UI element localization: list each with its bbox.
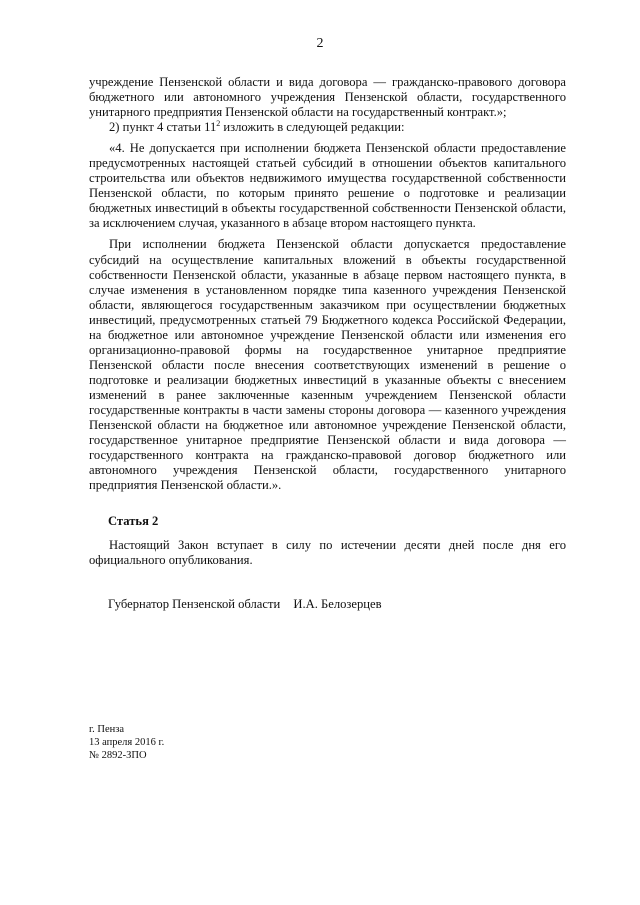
footer-number: № 2892-ЗПО (89, 750, 147, 761)
point-4-paragraph: «4. Не допускается при исполнении бюджета Пензенской области предоставление предусмотренных настоящей статьей субсидий в отношении объектов капитального строительства или объектов недвижимого имущества государственной собственности Пензенской области, по которым принято решение о подготовке и реализации бюджетных инвестиций в объекты государственной собственности Пензенской области, за исключением случая, указанного в абзаце втором настоящего пункта. (89, 141, 566, 231)
point-4-second-paragraph: При исполнении бюджета Пензенской области допускается предоставление субсидий на осуществление капитальных вложений в объекты государственной собственности Пензенской области, указанные в абзаце первом настоящего пункта, в случае изменения в установленном порядке типа казенного учреждения Пензенской области, являющегося государственным заказчиком при осуществлении бюджетных инвестиций, предусмотренных статьей 79 Бюджетного кодекса Российской Федерации, на бюджетное или автономное учреждение Пензенской области или изменения его организационно-правовой формы на государственное унитарное предприятие Пензенской области после внесения соответствующих изменений в решение о подготовке и реализации бюджетных инвестиций в указанные объекты с внесением изменений в ранее заключенные казенным учреждением Пензенской области государственные контракты в части замены стороны договора — казенного учреждения Пензенской области на бюджетное или автономное учреждение Пензенской области, государственное унитарное предприятие Пензенской области и вида договора — государственного контракта на гражданско-правовой договор бюджетного или автономного учреждения Пензенской области, государственного унитарного предприятия Пензенской области.». (89, 237, 566, 493)
article-heading: Статья 2 (108, 514, 159, 528)
footer-block (89, 723, 164, 762)
item-2-superscript: 2 (216, 118, 221, 128)
continuation-paragraph: учреждение Пензенской области и вида договора — гражданско-правового договора бюджетного или автономного учреждения Пензенской области, государственного унитарного предприятия Пензенской области на государственный контракт.»; (89, 75, 566, 120)
item-2-paragraph (89, 120, 566, 135)
signature-block (108, 597, 382, 612)
item-2-suffix: изложить в следующей редакции: (220, 120, 405, 135)
signature-title: Губернатор Пензенской области (108, 597, 281, 611)
footer-city: г. Пенза (89, 724, 125, 735)
law-text-body (89, 75, 566, 493)
article-2-text: Настоящий Закон вступает в силу по истечении десяти дней после дня его официального опубликования. (89, 538, 566, 568)
signature-name: И.А. Белозерцев (293, 597, 382, 611)
item-2-prefix: 2) пункт 4 статьи 11 (109, 120, 217, 135)
page-number: 2 (316, 36, 324, 51)
footer-date: 13 апреля 2016 г. (89, 737, 165, 748)
